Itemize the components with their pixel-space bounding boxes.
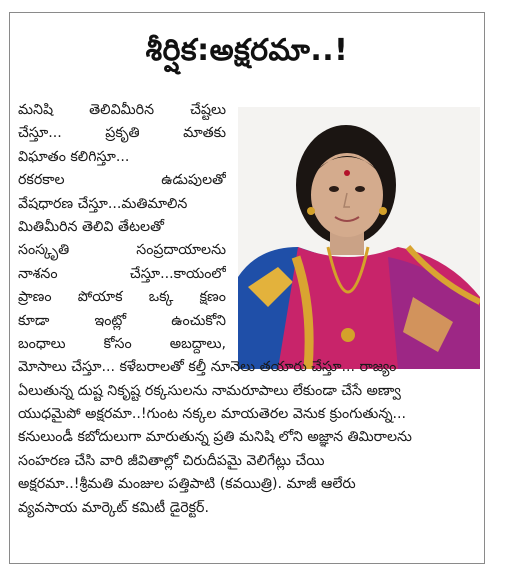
body-line-15: కనులుండీ కబోదులుగా మారుతున్న ప్రతి మనిషి లోని అజ్ఞాన తిమిరాలను [18,429,412,446]
body-line-13: ఏలుతున్న దుష్ట నికృష్ట రక్కసులను నామరూపాలు లేకుండా చేసే అణ్వా [18,382,401,399]
article-headline: శీర్షిక:అక్షరమా..! [145,33,349,68]
body-line-16: సంహరణ చేసి వారి జీవితాల్లో చిరుదీపమై వెలిగేట్లు చేయి [18,452,325,469]
body-line-7: సంస్కృతి సంప్రదాయాలను [18,242,226,259]
body-line-8: నాశనం చేస్తూ...కాయంలో [18,265,226,282]
body-line-10: కూడా ఇంట్లో ఉంచుకోని [18,312,226,329]
body-line-11: బంధాలు కోసం అబద్దాలు, [18,335,226,352]
body-line-2: చేస్తూ... ప్రకృతి మాతకు [18,125,226,142]
body-line-5: వేషధారణ చేస్తూ...మతిమాలిన [18,195,188,212]
body-line-4: రకరకాల ఉడుపులతో [18,172,226,189]
article-body [18,99,478,520]
body-line-6: మితిమీరిన తెలివి తేటలతో [18,218,164,235]
body-line-3: విఘాతం కలిగిస్తూ... [18,148,130,165]
body-line-1: మనిషి తెలివిమీరిన చేష్టలు [18,102,226,118]
body-line-9: ప్రాణం పోయాక ఒక్క క్షణం [18,289,226,306]
body-line-12: మోసాలు చేస్తూ... కళేబరాలతో కల్తీ నూనెలు తయారు చేస్తూ... రాజ్యం [18,359,397,376]
body-line-14: యుధమైపో అక్షరమా..!గుంట నక్కల మాయతెరల వెనుక క్రుంగుతున్న... [18,406,407,423]
body-line-18: వ్యవసాయ మార్కెట్ కమిటీ డైరెక్టర్. [18,499,209,516]
article-card [9,12,485,564]
body-line-17: అక్షరమా..!శ్రీమతి మంజుల పత్తిపాటి (కవయిత్రి). మాజీ ఆలేరు [18,476,356,493]
